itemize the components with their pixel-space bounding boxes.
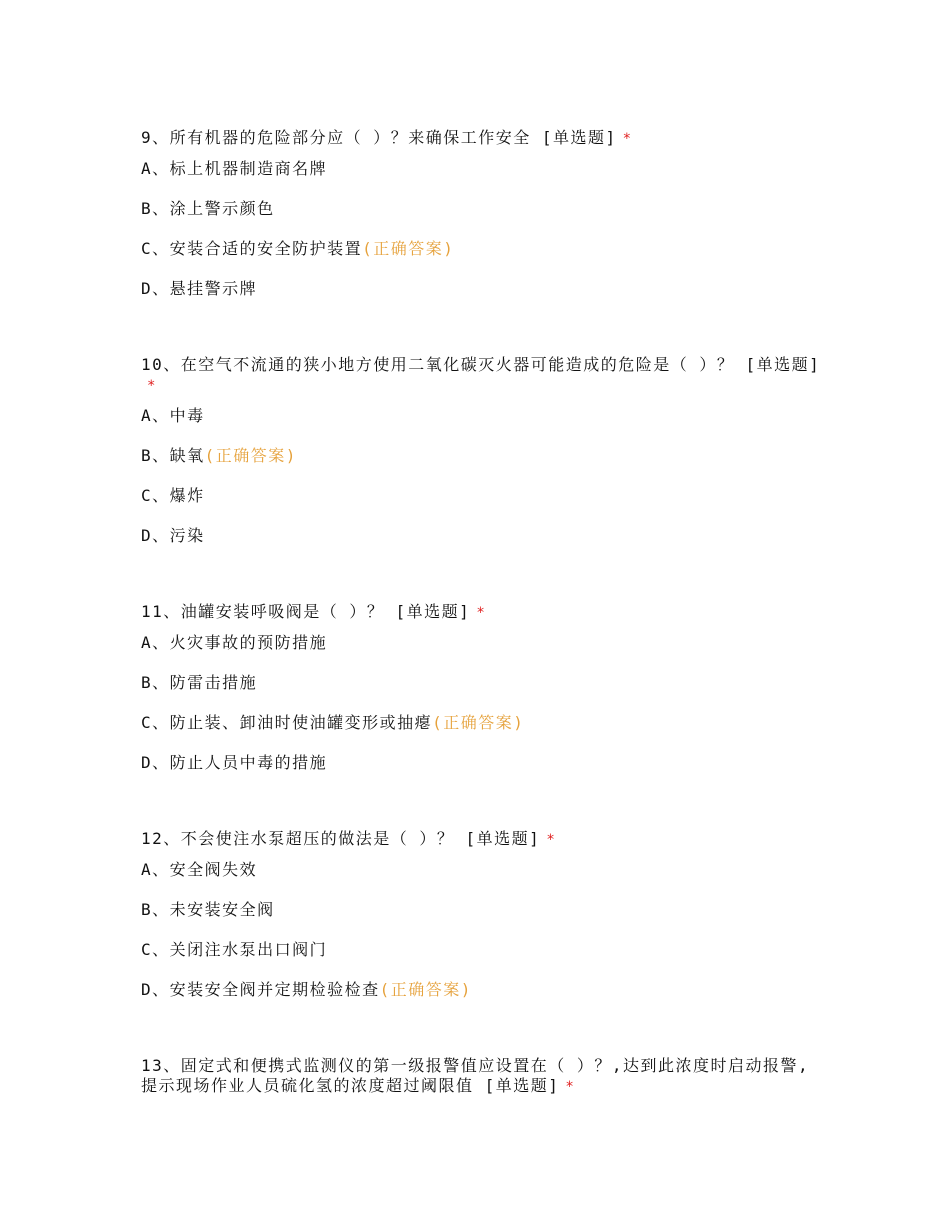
option-a: A、安全阀失效 xyxy=(141,860,258,879)
option-d: D、安装安全阀并定期检验检查(正确答案) xyxy=(141,980,472,999)
required-mark: * xyxy=(546,832,557,848)
option-c: C、安装合适的安全防护装置(正确答案) xyxy=(141,239,455,258)
option-c: C、关闭注水泵出口阀门 xyxy=(141,940,328,959)
question-title: 10、在空气不流通的狭小地方使用二氧化碳灭火器可能造成的危险是（ ）？ [单选题]* xyxy=(141,355,821,394)
question-10 xyxy=(141,355,821,546)
question-title: 13、固定式和便携式监测仪的第一级报警值应设置在（ ）？,达到此浓度时启动报警,提示现场作业人员硫化氢的浓度超过阈限值 [单选题] * xyxy=(141,1056,810,1095)
option-a: A、标上机器制造商名牌 xyxy=(141,159,328,178)
correct-answer-label: (正确答案) xyxy=(432,713,525,732)
option-b: B、缺氧(正确答案) xyxy=(141,446,297,465)
option-c: C、爆炸 xyxy=(141,486,205,505)
question-list xyxy=(141,128,821,1107)
question-13 xyxy=(141,1056,821,1097)
question-9 xyxy=(141,128,821,299)
question-title: 12、不会使注水泵超压的做法是（ ）？ [单选题] * xyxy=(141,829,557,848)
question-title: 9、所有机器的危险部分应（ ）？来确保工作安全 [单选题] * xyxy=(141,128,633,147)
option-d: D、悬挂警示牌 xyxy=(141,279,258,298)
required-mark: * xyxy=(147,378,157,394)
correct-answer-label: (正确答案) xyxy=(362,239,455,258)
option-b: B、防雷击措施 xyxy=(141,673,258,692)
correct-answer-label: (正确答案) xyxy=(204,446,297,465)
option-d: D、防止人员中毒的措施 xyxy=(141,753,328,772)
option-b: B、未安装安全阀 xyxy=(141,900,275,919)
option-a: A、中毒 xyxy=(141,406,205,425)
correct-answer-label: (正确答案) xyxy=(379,980,472,999)
option-a: A、火灾事故的预防措施 xyxy=(141,633,328,652)
required-mark: * xyxy=(565,1079,576,1095)
required-mark: * xyxy=(622,131,633,147)
option-d: D、污染 xyxy=(141,526,205,545)
option-c: C、防止装、卸油时使油罐变形或抽瘪(正确答案) xyxy=(141,713,525,732)
question-11 xyxy=(141,602,821,773)
question-title: 11、油罐安装呼吸阀是（ ）？ [单选题] * xyxy=(141,602,487,621)
required-mark: * xyxy=(476,605,487,621)
question-12 xyxy=(141,829,821,1000)
option-b: B、涂上警示颜色 xyxy=(141,199,275,218)
